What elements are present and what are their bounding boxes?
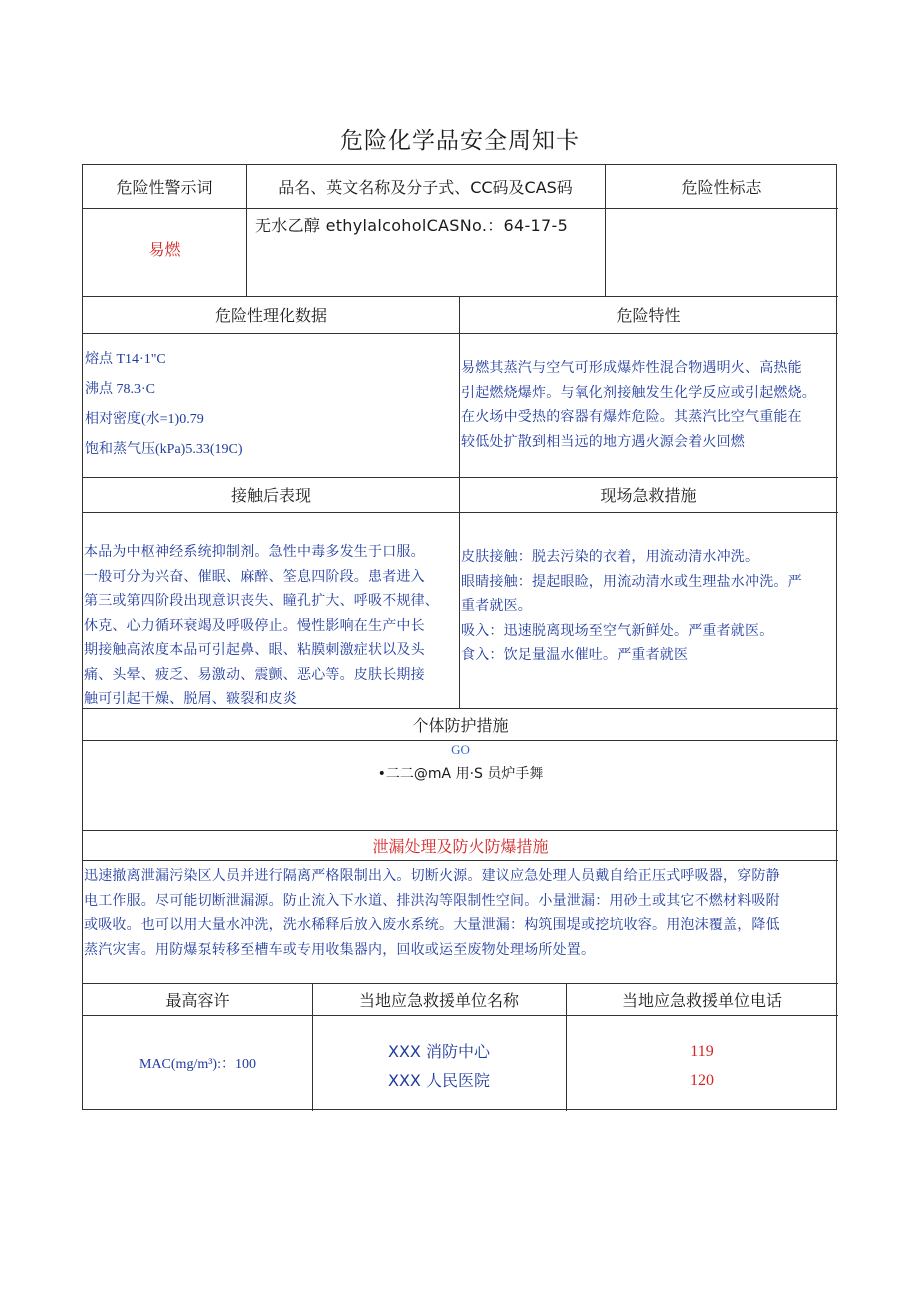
rescue-phone-list bbox=[566, 1037, 838, 1095]
rescue-unit-name: XXX 人民医院 bbox=[388, 1071, 490, 1090]
exposure-text bbox=[84, 540, 459, 712]
page-title: 危险化学品安全周知卡 bbox=[340, 128, 580, 154]
ppe-icons-label: GO bbox=[451, 742, 470, 757]
exposure-line: 本品为中枢神经系统抑制剂。急性中毒多发生于口服。 bbox=[84, 544, 425, 560]
leak-line: 电工作服。尽可能切断泄漏源。防止流入下水道、排洪沟等限制性空间。小量泄漏：用砂土或其它不燃材料吸附 bbox=[84, 892, 780, 909]
leak-text bbox=[84, 864, 838, 962]
exposure-line: 期接触高浓度本品可引起鼻、眼、粘膜刺激症状以及头 bbox=[84, 642, 425, 658]
hazard-props-text bbox=[461, 356, 838, 454]
rescue-unit-list bbox=[312, 1037, 566, 1095]
physchem-melting-point: 熔点 T14·1"C bbox=[85, 352, 166, 367]
physchem-boiling-point: 沸点 78.3·C bbox=[85, 382, 155, 397]
first-aid-line: 皮肤接触：脱去污染的衣着，用流动清水冲洗。 bbox=[461, 549, 760, 565]
header-max-allowed: 最高容许 bbox=[165, 990, 230, 1010]
first-aid-line: 食入：饮足量温水催吐。严重者就医 bbox=[461, 647, 689, 663]
warning-word-value: 易燃 bbox=[148, 239, 181, 259]
header-name-formula: 品名、英文名称及分子式、CC码及CAS码 bbox=[278, 178, 573, 197]
first-aid-line: 重者就医。 bbox=[461, 598, 532, 614]
leak-line: 蒸汽灾害。用防爆泵转移至槽车或专用收集器内，回收或运至废物处理场所处置。 bbox=[84, 941, 596, 958]
header-rescue-phone: 当地应急救援单位电话 bbox=[621, 990, 782, 1010]
first-aid-line: 眼睛接触：提起眼睑，用流动清水或生理盐水冲洗。严 bbox=[461, 573, 802, 590]
exposure-line: 休克、心力循环衰竭及呼吸停止。慢性影响在生产中长 bbox=[84, 617, 425, 634]
hazard-props-line: 易燃其蒸汽与空气可形成爆炸性混合物遇明火、高热能 bbox=[461, 360, 802, 376]
first-aid-text bbox=[461, 545, 838, 668]
header-rescue-name: 当地应急救援单位名称 bbox=[358, 990, 519, 1010]
header-hazard-props: 危险特性 bbox=[616, 306, 681, 325]
header-warning-word: 危险性警示词 bbox=[116, 178, 213, 197]
header-first-aid: 现场急救措施 bbox=[600, 486, 697, 505]
header-hazard-sign: 危险性标志 bbox=[681, 178, 762, 197]
physchem-list bbox=[85, 345, 455, 465]
hazard-props-line: 在火场中受热的容器有爆炸危险。其蒸汽比空气重能在 bbox=[461, 409, 802, 425]
hazard-sign-area bbox=[605, 208, 838, 296]
physchem-vapor-pressure: 饱和蒸气压(kPa)5.33(19C) bbox=[85, 442, 243, 457]
exposure-line: 痛、头晕、疲乏、易激动、震颤、恶心等。皮肤长期接 bbox=[84, 666, 425, 683]
first-aid-line: 吸入：迅速脱离现场至空气新鲜处。严重者就医。 bbox=[461, 622, 774, 639]
exposure-line: 第三或第四阶段出现意识丧失、瞳孔扩大、呼吸不规律、 bbox=[84, 593, 439, 609]
exposure-line: 触可引起干燥、脱屑、皲裂和皮炎 bbox=[84, 691, 297, 707]
rescue-unit-phone: 120 bbox=[690, 1072, 714, 1089]
hazard-props-line: 引起燃烧爆炸。与氧化剂接触发生化学反应或引起燃烧。 bbox=[461, 384, 816, 401]
hazard-props-line: 较低处扩散到相当远的地方遇火源会着火回燃 bbox=[461, 433, 745, 450]
header-leak: 泄漏处理及防火防爆措施 bbox=[372, 836, 549, 856]
physchem-density: 相对密度(水=1)0.79 bbox=[85, 412, 204, 427]
rescue-unit-phone: 119 bbox=[690, 1043, 714, 1060]
rescue-unit-name: XXX 消防中心 bbox=[388, 1042, 490, 1061]
safety-card-table bbox=[82, 164, 837, 1110]
mac-value: MAC(mg/m³):：100 bbox=[139, 1057, 256, 1072]
exposure-line: 一般可分为兴奋、催眠、麻醉、筌息四阶段。患者进入 bbox=[84, 568, 425, 585]
header-exposure: 接触后表现 bbox=[230, 486, 311, 505]
header-physchem: 危险性理化数据 bbox=[214, 306, 327, 325]
leak-line: 或吸收。也可以用大量水冲洗，洗水稀释后放入废水系统。大量泄漏：构筑围堤或挖坑收容。用泡沫覆盖，降低 bbox=[84, 917, 780, 933]
leak-line: 迅速撤离泄漏污染区人员并进行隔离严格限制出入。切断火源。建议应急处理人员戴自给正压式呼吸器，穿防静 bbox=[84, 868, 780, 884]
product-name: 无水乙醇 ethylalcoholCASNo.：64-17-5 bbox=[255, 216, 569, 235]
header-ppe: 个体防护措施 bbox=[412, 715, 509, 735]
ppe-text: •二二@mA 用·S 员炉手舞 bbox=[377, 766, 544, 782]
